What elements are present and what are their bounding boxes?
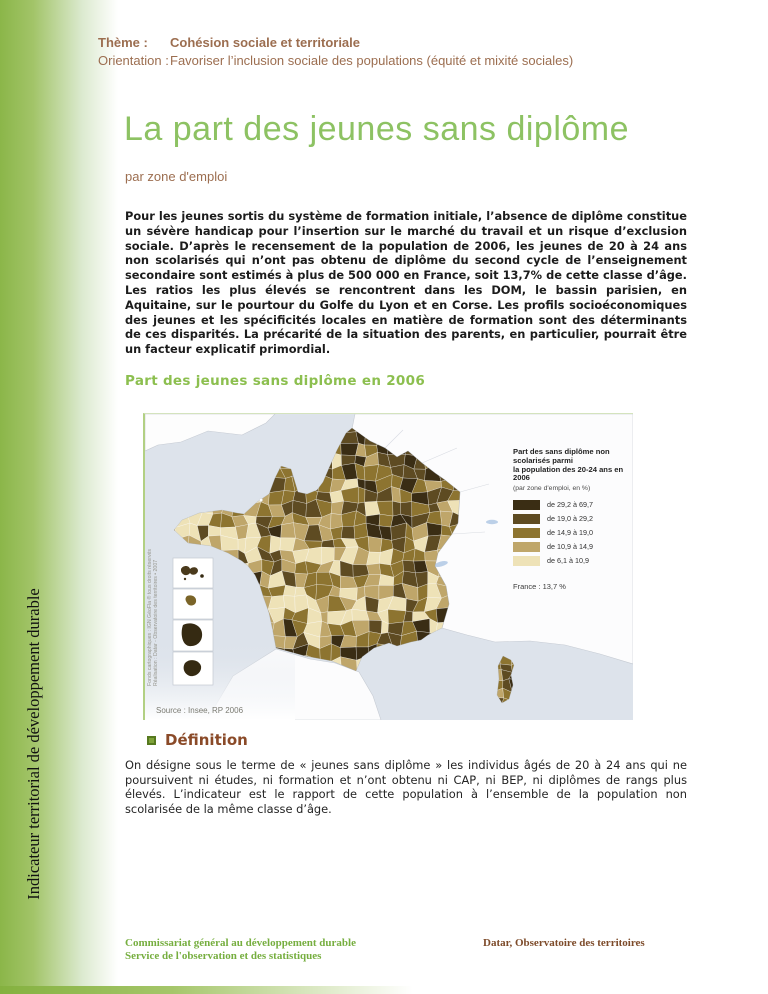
orientation-value: Favoriser l’inclusion sociale des populations (équité et mixité sociales) [170, 53, 574, 68]
definition-bullet-icon [147, 736, 156, 745]
footer-publisher-line1: Commissariat général au développement durable [125, 937, 356, 949]
footer-datar: Datar, Observatoire des territoires [483, 937, 645, 949]
dom-insets [173, 558, 213, 685]
legend-title-line2: la population des 20-24 ans en 2006 [513, 464, 624, 483]
legend-swatch [513, 556, 540, 566]
legend-swatch [513, 514, 540, 524]
map-section-heading: Part des jeunes sans diplôme en 2006 [125, 373, 426, 389]
page-footer [125, 937, 687, 967]
island-guadeloupe-dot2 [184, 578, 186, 580]
channel-island [259, 498, 262, 501]
legend-row [513, 500, 631, 510]
legend-swatch [513, 528, 540, 538]
legend-row [513, 528, 631, 538]
map-credit-line2: Réalisation : Datar - Observatoire des territoires • 2007 [153, 559, 160, 686]
legend-class-label: de 14,9 à 19,0 [547, 528, 593, 538]
map-source: Source : Insee, RP 2006 [156, 706, 244, 715]
lake-constance [486, 520, 498, 524]
legend-row [513, 514, 631, 524]
document-header [98, 34, 573, 70]
map-credit-vertical [147, 549, 159, 686]
orientation-label: Orientation : [98, 53, 169, 68]
footer-publisher-line2: Service de l'observation et des statistiques [125, 949, 322, 962]
definition-paragraph: On désigne sous le terme de « jeunes sans diplôme » les individus âgés de 20 à 24 ans qui ne poursuivent ni études, ni formation et n’ont obtenu ni CAP, ni BEP, ni diplômes de rangs plus élevés. L’indicateur est le rapport de cette population à l’ensemble de la population non scolarisée de la même classe d’âge. [125, 758, 687, 816]
sidebar-vertical-label: Indicateur territorial de développement durable [24, 588, 43, 900]
legend-row [513, 542, 631, 552]
legend-class-label: de 29,2 à 69,7 [547, 500, 593, 510]
legend-class-label: de 19,0 à 29,2 [547, 514, 593, 524]
legend-rows [513, 500, 631, 566]
map-credit-line1: Fonds cartographiques : IGN GéoFla ® tous droits réservés [147, 548, 153, 686]
definition-heading-row [147, 731, 248, 749]
legend-swatch [513, 500, 540, 510]
legend-class-label: de 6,1 à 10,9 [547, 556, 589, 566]
page-subtitle: par zone d'emploi [125, 169, 228, 184]
legend-swatch [513, 542, 540, 552]
definition-heading: Définition [165, 731, 248, 749]
legend-title-line1: Part des sans diplôme non scolarisés parmi [513, 447, 610, 465]
theme-value: Cohésion sociale et territoriale [170, 35, 361, 50]
page-title: La part des jeunes sans diplôme [124, 110, 630, 148]
footer-publisher [125, 937, 356, 962]
map-legend [513, 448, 631, 591]
theme-label: Thème : [98, 35, 148, 50]
france-map-figure [143, 413, 633, 720]
left-green-strip [0, 0, 118, 994]
intro-paragraph: Pour les jeunes sortis du système de formation initiale, l’absence de diplôme constitue un sévère handicap pour l’insertion sur le marché du travail et un risque d’exclusion sociale. D’après le recensement de la population de 2006, les jeunes de 20 à 24 ans non scolarisés qui n’ont pas obtenu de diplôme du second cycle de l’enseignement secondaire sont estimés à plus de 500 000 en France, soit 13,7% de cette classe d’âge. Les ratios les plus élevés se rencontrent dans les DOM, le bassin parisien, en Aquitaine, sur le pourtour du Golfe du Lyon et en Corse. Les profils socioéconomiques des jeunes et les spécificités locales en matière de formation sont des déterminants de ces disparités. La précarité de la situation des parents, en particulier, pourrait être un facteur explicatif primordial. [125, 209, 687, 357]
legend-row [513, 556, 631, 566]
island-guadeloupe-dot [200, 574, 204, 578]
legend-class-label: de 10,9 à 14,9 [547, 542, 593, 552]
legend-france-value: France : 13,7 % [513, 581, 566, 591]
bottom-green-strip [0, 986, 430, 994]
legend-subtitle: (par zone d'emploi, en %) [513, 485, 591, 493]
